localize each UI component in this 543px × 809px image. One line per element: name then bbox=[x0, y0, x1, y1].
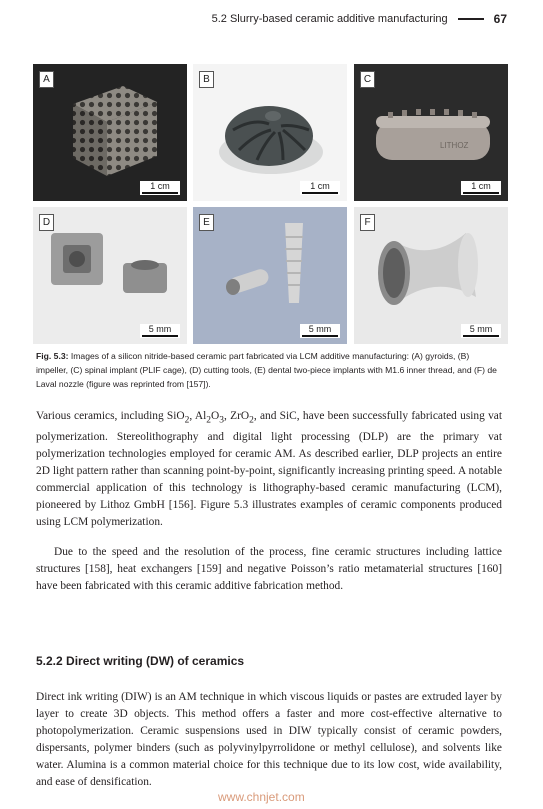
para-text: O bbox=[211, 410, 220, 422]
panel-label: D bbox=[39, 214, 54, 231]
panel-e-dental-implants bbox=[193, 207, 347, 344]
header-rule bbox=[458, 18, 484, 20]
subscript: 2 bbox=[184, 415, 190, 426]
running-header-title: 5.2 Slurry-based ceramic additive manufacturing bbox=[211, 13, 448, 25]
scale-bar: 5 mm bbox=[461, 324, 501, 338]
panel-b-impeller bbox=[193, 64, 347, 201]
subscript: 3 bbox=[219, 415, 225, 426]
paragraph-vat-polymerization bbox=[36, 408, 502, 531]
para-text: , ZrO bbox=[224, 410, 250, 422]
page-number: 67 bbox=[493, 12, 507, 26]
scale-bar: 1 cm bbox=[461, 181, 501, 195]
panel-label: E bbox=[199, 214, 214, 231]
panel-d-cutting-tools bbox=[33, 207, 187, 344]
para-text: Various ceramics, including SiO bbox=[36, 410, 185, 422]
panel-label: A bbox=[39, 71, 54, 88]
scale-bar: 1 cm bbox=[140, 181, 180, 195]
scale-bar: 5 mm bbox=[140, 324, 180, 338]
para-text: , Al bbox=[189, 410, 207, 422]
section-heading: 5.2.2 Direct writing (DW) of ceramics bbox=[36, 654, 245, 668]
caption-label: Fig. 5.3: bbox=[36, 351, 69, 361]
figure-caption bbox=[36, 349, 502, 391]
nozzle-image bbox=[354, 207, 508, 334]
dental-implants-image bbox=[193, 207, 347, 334]
implant-engraving: LITHOZ bbox=[440, 141, 469, 150]
running-header bbox=[36, 11, 507, 27]
subscript: 2 bbox=[249, 415, 254, 426]
panel-a-gyroid bbox=[33, 64, 187, 201]
cutting-tools-image bbox=[33, 207, 187, 334]
paragraph-direct-ink-writing: Direct ink writing (DIW) is an AM technique in which viscous liquids or pastes are extruded layer by layer to create 3D objects. This method offers a faster and more cost-effective alternative to photopolymerization. Ceramic suspensions used in DIW typically consist of ceramic powders, dispersants, polymer binders (such as polyvinylpyrrolidone or methyl cellulose), and solvents like water. Alumina is a common material choice for this technique due to its low cost, wide availability, and ease of densification. bbox=[36, 691, 502, 788]
panel-c-spinal-implant bbox=[354, 64, 508, 201]
panel-f-de-laval-nozzle bbox=[354, 207, 508, 344]
panel-label: B bbox=[199, 71, 214, 88]
caption-text: Images of a silicon nitride-based ceramic part fabricated via LCM additive manufacturing: (A) gyroids, (B) impeller, (C) spinal implant (PLIF cage), (D) cutting tools, (E) dental two-piece implants with M1.6 inner thread, and (F) de Laval nozzle (figure was reprinted from [157]). bbox=[36, 351, 497, 389]
panel-label: C bbox=[360, 71, 375, 88]
scale-bar: 1 cm bbox=[300, 181, 340, 195]
scale-bar: 5 mm bbox=[300, 324, 340, 338]
subscript: 2 bbox=[206, 415, 212, 426]
paragraph-fine-structures: Due to the speed and the resolution of the process, fine ceramic structures including lattice structures [158], heat exchangers [159] and negative Poisson’s ratio metamaterial structures [160] have been fabricated with this ceramic additive fabrication method. bbox=[36, 546, 502, 592]
figure-5-3 bbox=[33, 64, 499, 334]
panel-label: F bbox=[360, 214, 375, 231]
watermark: www.chnjet.com bbox=[218, 790, 305, 804]
para-text: , and SiC, have been successfully fabricated using vat polymerization. Stereolithography and digital light processing (DLP) are the primary vat polymerization technologies employed for ceramic AM. As described earlier, DLP projects an entire 2D light pattern rather than scanning point-by-point, significantly increasing printing speed. A notable commercial application of this technology is lithography-based ceramic manufacturing (LCM), pioneered by Lithoz GmbH [156]. Figure 5.3 illustrates examples of ceramic components produced using LCM polymerization. bbox=[36, 410, 502, 529]
